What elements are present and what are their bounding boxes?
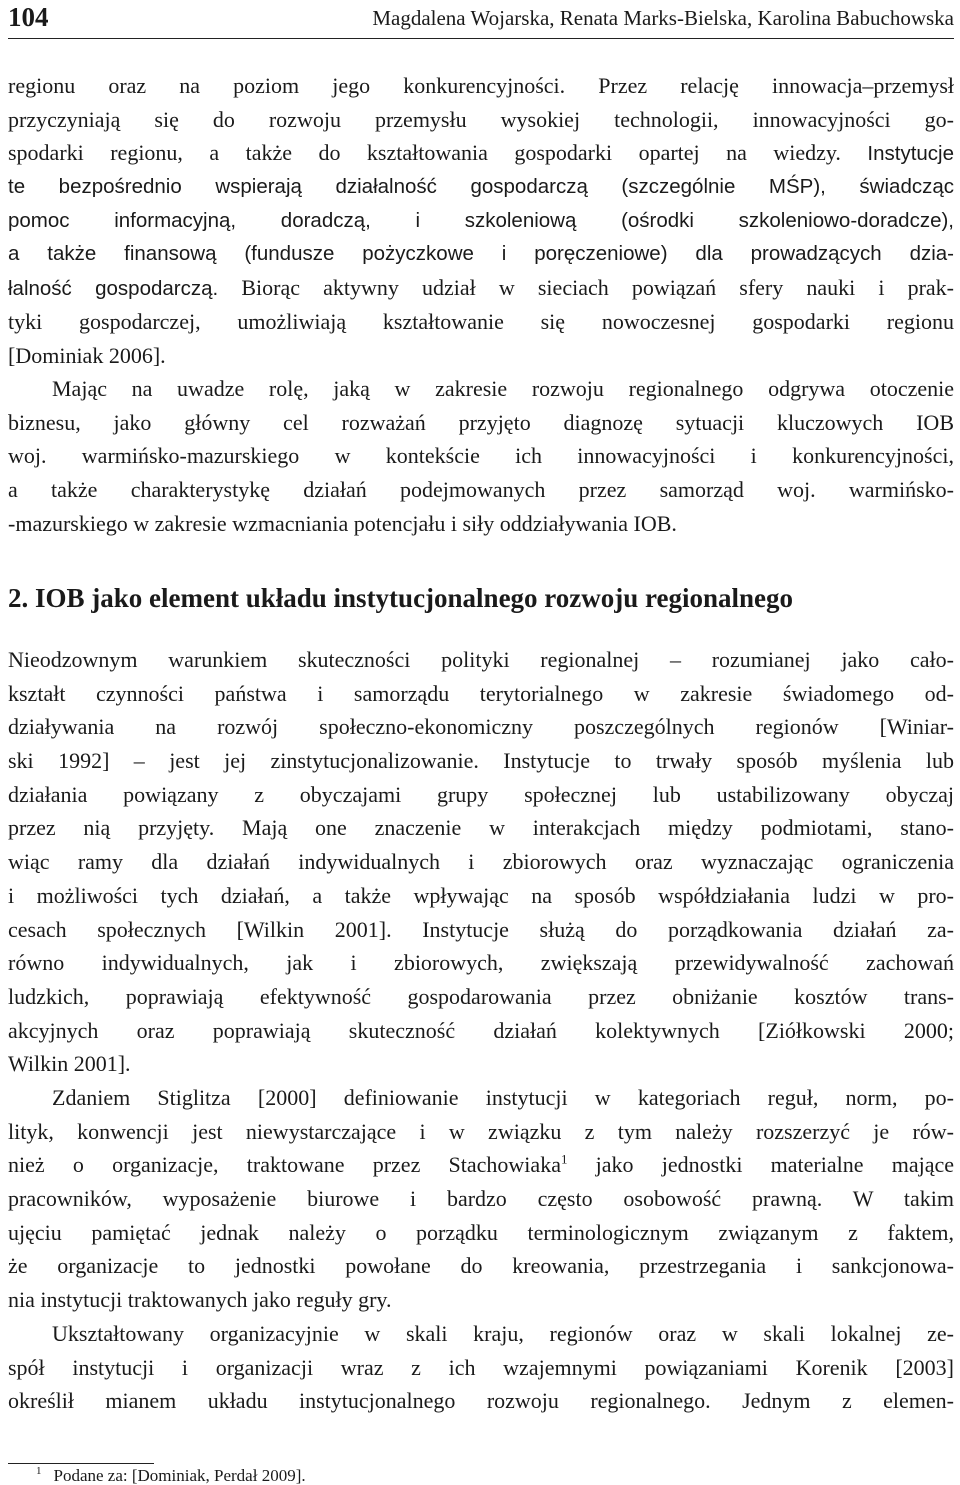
- intro-paragraph: [8, 69, 954, 372]
- text-line: -mazurskiego w zakresie wzmacniania potencjału i siły oddziaływania IOB.: [8, 510, 677, 536]
- text-line: ludzkich, poprawiają efektywność gospodarowania przez obniżanie kosztów trans-: [8, 983, 954, 1009]
- text-line: akcyjnych oraz poprawiają skuteczność działań kolektywnych [Ziółkowski 2000;: [8, 1017, 954, 1043]
- text-segment: Biorąc aktywny udział w sieciach powiązań sfery nauki i prak-: [241, 275, 955, 301]
- text-line: lityk, konwencji jest niewystarczające i w związku z tym należy rozszerzyć je rów-: [8, 1118, 954, 1144]
- footnote-text: Podane za: [Dominiak, Perdał 2009].: [53, 1466, 306, 1485]
- text-line: ujęciu pamiętać jednak należy o porządku terminologicznym związanym z faktem,: [8, 1219, 954, 1245]
- text-line: określił mianem układu instytucjonalnego rozwoju regionalnego. Jednym z elemen-: [8, 1388, 954, 1414]
- text-line: kształt czynności państwa i samorządu terytorialnego w zakresie świadomego od-: [8, 680, 954, 706]
- text-line: Zdaniem Stiglitza [2000] definiowanie instytucji w kategoriach reguł, norm, po-: [52, 1085, 954, 1110]
- text-line: a także finansową (fundusze pożyczkowe i poręczeniowe) dla prowadzących dzia-: [8, 242, 954, 266]
- page-number: 104: [8, 2, 49, 32]
- paragraph-instytucje: [8, 643, 954, 1081]
- text-line: działania powiązany z obyczajami grupy społecznej lub ustabilizowany obyczaj: [8, 781, 954, 807]
- text-line: przyczyniają się do rozwoju przemysłu wysokiej technologii, innowacyjności go-: [8, 106, 954, 132]
- text-line: i możliwości tych działań, a także wpływając na sposób współdziałania ludzi w pro-: [8, 882, 954, 908]
- text-segment: łalność gospodarczą.: [8, 277, 219, 301]
- text-line: tyki gospodarczej, umożliwiają kształtowanie się nowoczesnej gospodarki regionu: [8, 308, 954, 334]
- text-line: biznesu, jako główny cel rozważań przyjęto diagnozę sytuacji kluczowych IOB: [8, 409, 954, 435]
- text-line: regionu oraz na poziom jego konkurencyjności. Przez relację innowacja–przemysł: [8, 73, 954, 98]
- text-line: że organizacje to jednostki powołane do kreowania, przestrzegania i sankcjonowa-: [8, 1253, 954, 1279]
- text-line: pracowników, wyposażenie biurowe i bardzo często osobowość prawną. W takim: [8, 1186, 954, 1212]
- text-line: ski 1992] – jest jej zinstytucjonalizowanie. Instytucje to trwały sposób myślenia lub: [8, 748, 954, 774]
- text-line: Nieodzownym warunkiem skuteczności polityki regionalnej – rozumianej jako cało-: [8, 647, 954, 672]
- text-line: wiąc ramy dla działań indywidualnych i zbiorowych oraz wyznaczając ograniczenia: [8, 849, 954, 875]
- text-line: Wilkin 2001].: [8, 1051, 131, 1077]
- text-line: [8, 136, 954, 170]
- paragraph-otoczenie: [8, 372, 954, 540]
- paragraph-korenik: [8, 1317, 954, 1418]
- footnote-reference[interactable]: 1: [560, 1152, 568, 1168]
- text-segment: Instytucje: [867, 142, 955, 166]
- text-line: przez nią przyjęty. Mają one znaczenie w interakcjach między podmiotami, stano-: [8, 815, 954, 841]
- text-line: równo indywidualnych, jak i zbiorowych, zwiększają przewidywalność zachowań: [8, 950, 954, 976]
- page-header: [8, 0, 954, 39]
- footnote-divider: [8, 1463, 154, 1464]
- text-line: działywania na rozwój społeczno-ekonomiczny poszczególnych regionów [Winiar-: [8, 714, 954, 740]
- text-line: te bezpośrednio wspierają działalność gospodarczą (szczególnie MŚP), świadcząc: [8, 175, 954, 199]
- text-segment: jako jednostki materialne mające: [567, 1152, 954, 1178]
- text-line: [8, 1148, 954, 1182]
- text-line: Mając na uwadze rolę, jaką w zakresie rozwoju regionalnego odgrywa otoczenie: [52, 376, 954, 401]
- paragraph-stiglitz: [8, 1081, 954, 1317]
- text-segment: spodarki regionu, a także do kształtowania gospodarki opartej na wiedzy.: [8, 140, 841, 166]
- text-line: [8, 271, 954, 305]
- text-line: cesach społecznych [Wilkin 2001]. Instytucje służą do porządkowania działań za-: [8, 916, 954, 942]
- section-heading: 2. IOB jako element układu instytucjonalnego rozwoju regionalnego: [8, 583, 794, 613]
- text-line: [Dominiak 2006].: [8, 342, 166, 368]
- footnote: [36, 1467, 306, 1484]
- text-line: pomoc informacyjną, doradczą, i szkoleniową (ośrodki szkoleniowo-doradcze),: [8, 208, 954, 232]
- text-line: woj. warmińsko-mazurskiego w kontekście ich innowacyjności i konkurencyjności,: [8, 443, 954, 469]
- text-line: spół instytucji i organizacji wraz z ich wzajemnymi powiązaniami Korenik [2003]: [8, 1354, 954, 1380]
- text-line: Ukształtowany organizacyjnie w skali kraju, regionów oraz w skali lokalnej ze-: [52, 1321, 954, 1346]
- running-head-authors: Magdalena Wojarska, Renata Marks-Bielska, Karolina Babuchowska: [372, 6, 954, 30]
- text-line: nia instytucji traktowanych jako reguły gry.: [8, 1287, 392, 1313]
- text-line: a także charakterystykę działań podejmowanych przez samorząd woj. warmińsko-: [8, 477, 954, 503]
- text-segment: nież o organizacje, traktowane przez Stachowiaka: [8, 1152, 561, 1178]
- footnote-mark: 1: [36, 1465, 42, 1478]
